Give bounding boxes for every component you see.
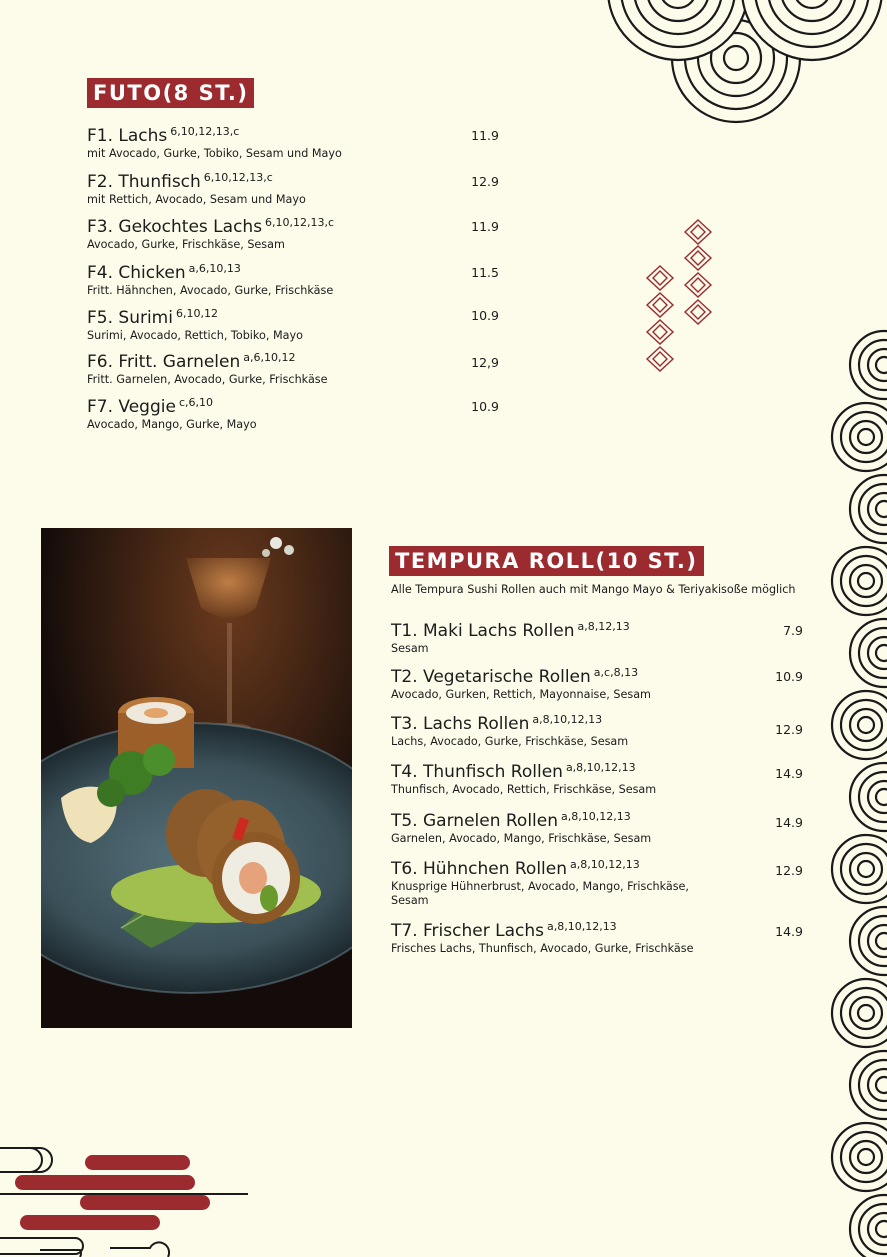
menu-item [87, 348, 467, 387]
menu-item [391, 617, 721, 656]
menu-item [391, 855, 721, 908]
diamond-ornament [640, 215, 720, 380]
item-allergens: a,6,10,13 [188, 262, 241, 275]
item-allergens: 6,10,12,13,c [265, 216, 335, 229]
item-allergens: a,c,8,13 [593, 666, 639, 679]
item-price: 11.5 [471, 265, 499, 280]
item-allergens: c,6,10 [178, 396, 213, 409]
item-price: 12.9 [775, 863, 803, 878]
item-description: Surimi, Avocado, Rettich, Tobiko, Mayo [87, 329, 303, 342]
item-name: F2. Thunfisch [87, 172, 201, 192]
item-name: F5. Surimi [87, 308, 173, 328]
menu-item [87, 168, 467, 207]
item-name: F6. Fritt. Garnelen [87, 352, 241, 372]
item-allergens: a,6,10,12 [243, 351, 296, 364]
menu-item [391, 710, 721, 749]
item-name: T6. Hühnchen Rollen [391, 859, 568, 879]
item-price: 11.9 [471, 128, 499, 143]
item-price: 10.9 [775, 669, 803, 684]
menu-item [87, 213, 467, 252]
cloud-ornament-bottom-left [0, 1140, 260, 1257]
wave-pattern-top-right [600, 0, 887, 125]
item-description: Avocado, Mango, Gurke, Mayo [87, 418, 257, 431]
item-price: 12.9 [775, 722, 803, 737]
item-allergens: 6,10,12,13,c [170, 125, 240, 138]
sushi-photo [41, 528, 352, 1028]
item-name: T7. Frischer Lachs [391, 921, 544, 941]
futo-section-title: FUTO(8 ST.) [87, 78, 254, 108]
item-description: Sesam [391, 642, 429, 655]
item-price: 12,9 [471, 355, 499, 370]
item-name: F1. Lachs [87, 126, 168, 146]
item-price: 7.9 [783, 623, 803, 638]
item-name: T5. Garnelen Rollen [391, 811, 559, 831]
item-allergens: a,8,10,12,13 [565, 761, 636, 774]
item-price: 14.9 [775, 815, 803, 830]
item-allergens: a,8,10,12,13 [561, 810, 631, 823]
item-description: Garnelen, Avocado, Mango, Frischkäse, Sesam [391, 832, 652, 845]
item-description: Lachs, Avocado, Gurke, Frischkäse, Sesam [391, 735, 629, 748]
menu-item [391, 663, 721, 702]
menu-item [87, 393, 467, 432]
item-allergens: a,8,10,12,13 [532, 713, 603, 726]
tempura-section-title: TEMPURA ROLL(10 ST.) [389, 546, 704, 576]
menu-item [391, 758, 721, 797]
menu-item [391, 807, 721, 846]
item-price: 14.9 [775, 766, 803, 781]
item-allergens: 6,10,12 [175, 307, 218, 320]
item-allergens: 6,10,12,13,c [203, 171, 273, 184]
item-description: Frisches Lachs, Thunfisch, Avocado, Gurke, Frischkäse [391, 942, 694, 955]
item-description: Avocado, Gurke, Frischkäse, Sesam [87, 238, 285, 251]
item-name: T4. Thunfisch Rollen [391, 762, 563, 782]
item-name: F3. Gekochtes Lachs [87, 217, 263, 237]
item-allergens: a,8,10,12,13 [546, 920, 617, 933]
item-description: Knusprige Hühnerbrust, Avocado, Mango, Frischkäse, Sesam [391, 880, 689, 907]
item-description: Thunfisch, Avocado, Rettich, Frischkäse, Sesam [391, 783, 657, 796]
tempura-sauce-note: Alle Tempura Sushi Rollen auch mit Mango Mayo & Teriyakisoße möglich [391, 583, 796, 596]
menu-item [87, 122, 467, 161]
item-price: 11.9 [471, 219, 499, 234]
wave-pattern-right-edge [826, 325, 887, 1257]
item-price: 10.9 [471, 308, 499, 323]
item-price: 12.9 [471, 174, 499, 189]
item-name: T3. Lachs Rollen [391, 714, 530, 734]
menu-item [87, 259, 467, 298]
tempura-roll-image [41, 528, 352, 1028]
item-name: F4. Chicken [87, 263, 186, 283]
item-description: mit Avocado, Gurke, Tobiko, Sesam und Mayo [87, 147, 342, 160]
item-allergens: a,8,10,12,13 [570, 858, 640, 871]
item-description: Fritt. Hähnchen, Avocado, Gurke, Frischkäse [87, 284, 334, 297]
item-description: mit Rettich, Avocado, Sesam und Mayo [87, 193, 306, 206]
item-description: Avocado, Gurken, Rettich, Mayonnaise, Sesam [391, 688, 651, 701]
item-description: Fritt. Garnelen, Avocado, Gurke, Frischkäse [87, 373, 328, 386]
item-allergens: a,8,12,13 [577, 620, 630, 633]
menu-item [391, 917, 721, 956]
item-price: 14.9 [775, 924, 803, 939]
menu-item [87, 304, 467, 343]
item-price: 10.9 [471, 399, 499, 414]
item-name: T2. Vegetarische Rollen [391, 667, 591, 687]
item-name: F7. Veggie [87, 397, 176, 417]
item-name: T1. Maki Lachs Rollen [391, 621, 575, 641]
